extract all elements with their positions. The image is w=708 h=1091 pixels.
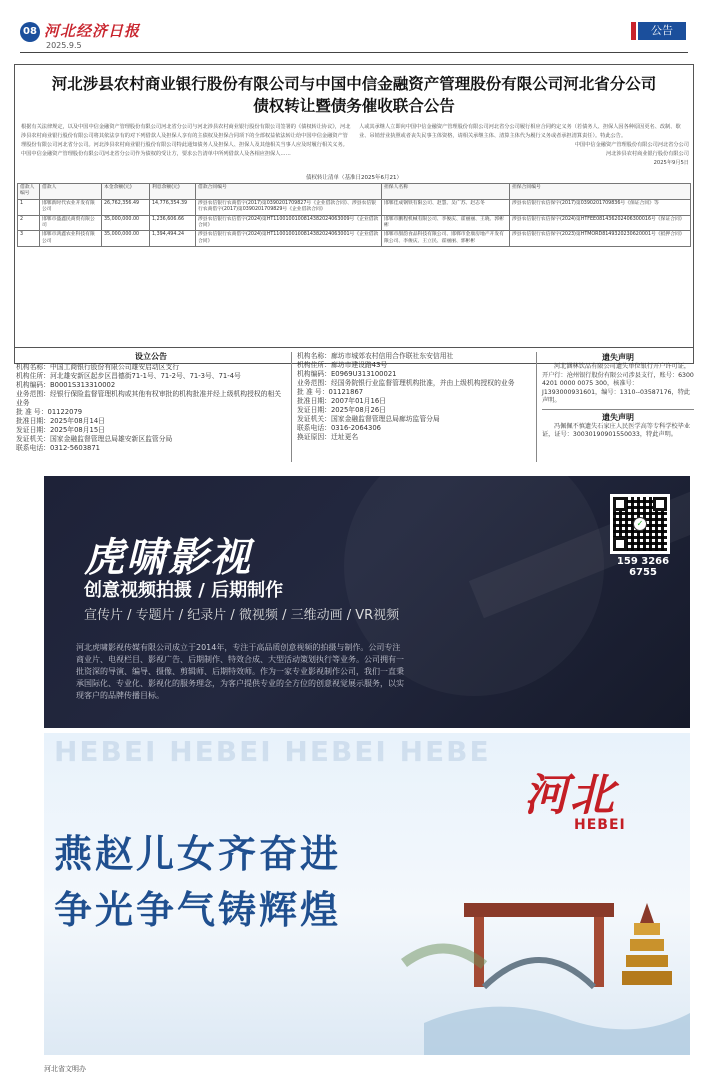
col-header: 担保人名称 — [382, 184, 510, 200]
archway-pillar — [474, 917, 484, 987]
table-cell: 涉县农信银行农商借字(2024)第HT1100100100814382024063001号《企业借款合同》 — [196, 231, 382, 247]
table-cell: 35,000,000.00 — [102, 215, 150, 231]
table-cell: 1 — [18, 199, 40, 215]
relocation-line: 批 准 号：01121867 — [297, 388, 364, 396]
setup-line: 业务范围：经银行保险监督管理机构或其他有权审批的机构批准并经上级机构授权的相关业务 — [16, 390, 282, 407]
col-header: 借款人 — [40, 184, 102, 200]
notice-body-right-text: 人或其承继人立即向中国中信金融资产管理股份有限公司河北省分公司履行相应合同约定义务（若债务人、担保人因各种原因更名、改制、歇业、吊销营业执照或者丧失民事主体资格，请相关承继主体、清算主体代为履行义务或者承担清算责任）。特此公告。 — [359, 124, 681, 139]
relocation-line: 联系电话：0316-2064306 — [297, 424, 382, 432]
debt-table-header-row — [18, 184, 691, 200]
lost-notices — [542, 352, 694, 440]
archway-roof — [464, 903, 614, 917]
table-cell: 1,236,606.66 — [150, 215, 196, 231]
debt-table — [17, 183, 691, 247]
table-cell: 14,776,354.39 — [150, 199, 196, 215]
ad-services: 宣传片 / 专题片 / 纪录片 / 微视频 / 三维动画 / VR视频 — [84, 608, 400, 623]
relocation-line: 机构名称：廊坊市城郊农村信用合作联社东安信用社 — [297, 352, 454, 360]
table-cell: 涉县农信银行农信保字(2017)第0390201709836号《保证合同》等 — [510, 199, 691, 215]
section-marker — [631, 22, 636, 40]
announcements-row — [14, 347, 694, 467]
relocation-line: 发证日期：2025年08月26日 — [297, 406, 386, 414]
notice-signature-2: 河北涉县农村商业银行股份有限公司 — [605, 151, 689, 157]
table-row — [18, 199, 691, 215]
hebei-watermark: HEBEI HEBEI HEBEI HEBE — [54, 735, 491, 768]
notice-signature-date: 2025年9月5日 — [653, 160, 689, 166]
relocation-line: 批准日期：2007年01月16日 — [297, 397, 386, 405]
slogan-line-1: 燕赵儿女齐奋进 — [54, 831, 342, 876]
qr-finder — [613, 497, 627, 511]
setup-line: 机构名称：中国工商银行股份有限公司雄安启动区支行 — [16, 363, 180, 371]
table-cell: 邯郸市甜韵食品科技有限公司、邯郸市金康房地产开发有限公司、李俊庆、王立民、霍丽丽、郭彬彬 — [382, 231, 510, 247]
header-divider — [20, 52, 688, 53]
table-cell: 邯郸市鹏程机械有限公司、李俊庆、霍丽丽、王晓、郭彬彬 — [382, 215, 510, 231]
ad-credit: 河北省文明办 — [44, 1065, 86, 1073]
col-header: 担保合同编号 — [510, 184, 691, 200]
relocation-line: 换证原因：迁址更名 — [297, 433, 359, 441]
relocation-line: 发证机关：国家金融监督管理总局廊坊监管分局 — [297, 415, 440, 423]
setup-line: 机构编码：B0001S313310002 — [16, 381, 116, 389]
film-studio-ad — [44, 476, 690, 728]
relocation-line: 机构编码：E0969U313100021 — [297, 370, 397, 378]
debt-transfer-notice — [14, 64, 694, 364]
col-header: 借款人编号 — [18, 184, 40, 200]
lost-notice-text: 冯佩佩不慎遗失石家庄人民医学高等专科学校毕业证，证号：30030190901550033，特此声明。 — [542, 422, 691, 438]
table-cell: 涉县农信银行农信借字(2024)第HT1100100100814382024063009号《企业借款合同》 — [196, 215, 382, 231]
table-cell: 邯郸新时代农业开发有限公司 — [40, 199, 102, 215]
issue-date: 2025.9.5 — [46, 41, 82, 50]
page-number: 08 — [20, 22, 40, 42]
table-cell: 邯郸市盛鑫民商贸有限公司 — [40, 215, 102, 231]
page-header — [0, 0, 708, 56]
setup-title: 设立公告 — [135, 352, 167, 361]
ad-description: 河北虎啸影视传媒有限公司成立于2014年，专注于高品质创意视频的拍摄与制作。公司专注商业片、电视栏目、影视广告、后期制作、特效合成、大型活动策划执行等业务。公司拥有一批资深的导演、编导、摄像、剪辑师、后期特效师。作为一家专业影视制作公司，我们一直秉承国际化、专业化、影视化的服务理念，为客户提供专业的全方位的创意视觉展示服务，以实现客户的品牌传播目标。 — [76, 643, 404, 700]
slogan-line-2: 争光争气铸辉煌 — [54, 887, 342, 932]
stone-bridge — [484, 960, 594, 987]
table-cell: 涉县农信银行农信保字(2024)第HTFEE081436202406300016号《保证合同》 — [510, 215, 691, 231]
lost-notice-title: 遗失声明 — [602, 353, 634, 362]
qr-code-icon — [610, 494, 670, 554]
section-tag: 公告 — [638, 22, 686, 40]
pagoda-tier — [634, 923, 660, 935]
notice-body-right — [359, 123, 689, 168]
notice-title-line2: 债权转让暨债务催收联合公告 — [253, 96, 455, 115]
relocation-announcement — [297, 352, 532, 442]
table-cell: 邯郸佳成钢铁有限公司、赵慧、吴广苏、赵志冬 — [382, 199, 510, 215]
archway-pillar — [594, 917, 604, 987]
ad-brand: 虎啸影视 — [84, 535, 252, 581]
setup-line: 联系电话：0312-5603871 — [16, 444, 101, 452]
hebei-logo-cn: 河北 — [524, 770, 616, 821]
lost-notice-divider — [542, 409, 694, 410]
table-row — [18, 215, 691, 231]
setup-line: 批准日期：2025年08月14日 — [16, 417, 105, 425]
ad-tagline: 创意视频拍摄 / 后期制作 — [84, 580, 284, 601]
notice-body-left: 根据有关法律规定，以及中国中信金融资产管理股份有限公司河北省分公司与河北涉县农村商业银行股份有限公司签署的《债权转让协议》，河北涉县农村商业银行股份有限公司将其依法享有的对下列借款人及担保人享有的主债权及担保合同项下的全部权益依法转让给中国中信金融资产管理股份有限公司河北省分公司。河北涉县农村商业银行股份有限公司特此通知债务人及担保人、担保人及其他相关当事人应及时履行相关义务。中国中信金融资产管理股份有限公司河北省分公司作为债权的受让方，要求公告清单中所列借款人及各相应担保人…… — [21, 124, 351, 157]
table-caption: 债权转让清单（基准日2025年6月21） — [306, 175, 402, 181]
col-header: 利息余额(元) — [150, 184, 196, 200]
ad-phone: 159 3266 6755 — [616, 556, 670, 578]
relocation-line: 机构住所：廊坊市建设路43号 — [297, 361, 388, 369]
qr-finder — [653, 497, 667, 511]
lost-notice-text: 河北涵林饮品有限公司遗失单位银行开户许可证，开户行：沧州银行股份有限公司涉县支行，账号：6300 4201 0000 0075 300，核准号：J1393000931601，编号：1310--03587176，特此声明。 — [542, 363, 694, 404]
newspaper-name: 河北经济日报 — [44, 22, 141, 40]
water — [424, 1007, 690, 1055]
hebei-logo-en: HEBEI — [574, 817, 626, 833]
table-cell: 3 — [18, 231, 40, 247]
qr-finder — [613, 537, 627, 551]
table-row — [18, 231, 691, 247]
column-divider — [536, 352, 537, 462]
setup-line: 发证日期：2025年08月15日 — [16, 426, 105, 434]
table-cell: 涉县农信银行农信保字(2023)第HTMORD8149320230620001号《抵押合同》 — [510, 231, 691, 247]
setup-line: 发证机关：国家金融监督管理总局雄安新区监管分局 — [16, 435, 173, 443]
table-cell: 35,000,000.00 — [102, 231, 150, 247]
relocation-line: 业务范围：经国务院银行业监督管理机构批准，并由上级机构授权的业务 — [297, 379, 515, 387]
setup-announcement — [16, 352, 286, 453]
pagoda-tier — [630, 939, 664, 951]
hebei-slogan-ad — [44, 733, 690, 1055]
lost-notice-title: 遗失声明 — [602, 412, 634, 422]
table-cell: 邯郸市鸿鑫农业科技有限公司 — [40, 231, 102, 247]
column-divider — [291, 352, 292, 462]
table-cell: 涉县农信银行农商借字(2017)第0390201709827号《企业借款合同》、涉县农信银行农商借字(2017)第0390201709829号《企业借款合同》 — [196, 199, 382, 215]
hills — [404, 948, 484, 965]
notice-title — [15, 73, 693, 117]
pagoda-tier — [622, 971, 672, 985]
pagoda-tier — [626, 955, 668, 967]
table-cell: 1,394,494.24 — [150, 231, 196, 247]
col-header: 本金余额(元) — [102, 184, 150, 200]
table-cell: 2 — [18, 215, 40, 231]
notice-title-line1: 河北涉县农村商业银行股份有限公司与中国中信金融资产管理股份有限公司河北省分公司 — [51, 74, 657, 93]
table-cell: 26,762,356.49 — [102, 199, 150, 215]
setup-line: 批 准 号：01122079 — [16, 408, 83, 416]
setup-line: 机构住所：河北雄安新区起步区昌德街71-1号、71-2号、71-3号、71-4号 — [16, 372, 241, 380]
col-header: 借款合同编号 — [196, 184, 382, 200]
pagoda-spire — [640, 903, 654, 923]
notice-signature-1: 中国中信金融资产管理股份有限公司河北省分公司 — [574, 142, 689, 148]
wechat-icon: ✓ — [633, 517, 647, 531]
